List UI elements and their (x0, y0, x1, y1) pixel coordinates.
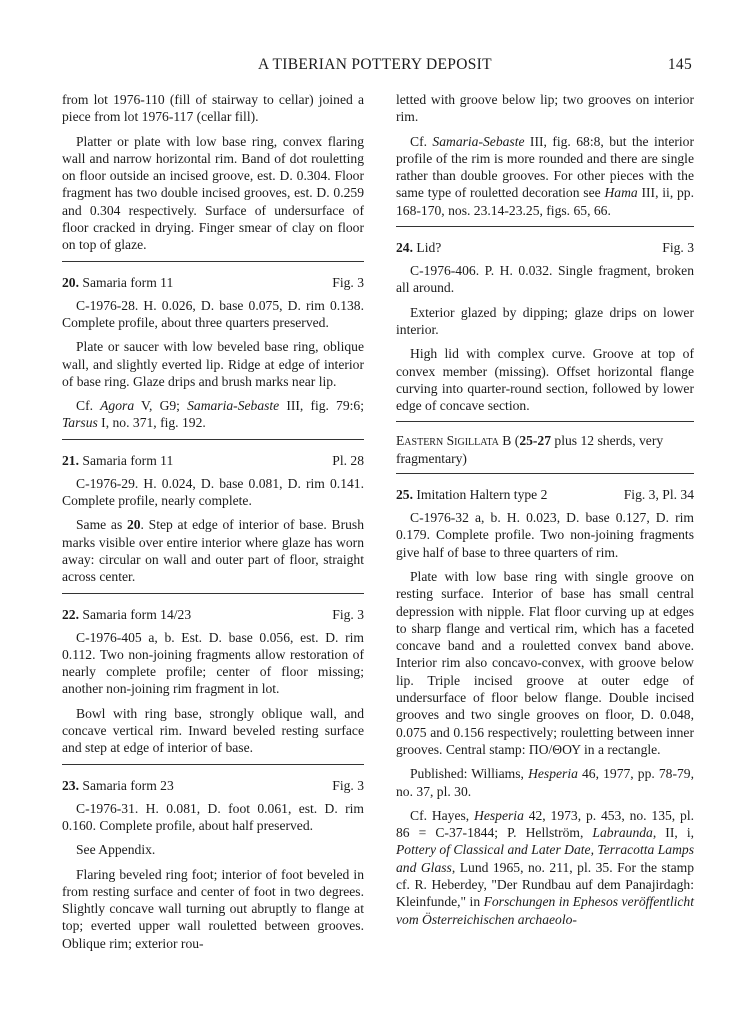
cf-title-samaria: Samaria-Sebaste (187, 398, 280, 414)
paragraph-platter-description: Platter or plate with low base ring, convex flaring wall and narrow horizontal rim. Band of dot rouletting on floor outside an incised groove, est. D. 0.304. Floor fragment has two double incised grooves, est. D. 0.259 and 0.304 respectively. Surface of undersurface of floor cracked in drying. Finger smear of clay on floor on top of glaze. (62, 133, 364, 253)
entry-21-figure-ref: Pl. 28 (332, 452, 364, 468)
left-column (62, 91, 364, 959)
entry-25-description: Plate with low base ring with single groove on resting surface. Interior of base has small central depression with nipple. Flat floor curving up at edges to sharp flange and vertical rim, which has a faceted concave band and a rouletted convex band above. Interior rim also concavo-convex, with groove below lip. Triple incised groove at outer edge of undersurface of floor below flange. Double incised grooves and two single grooves on floor, D. 0.048, 0.075 and 0.156 respectively; rouletting between inner grooves. Central stamp: ΠΟ/ΘΟΥ in a rectangle. (396, 568, 694, 757)
section-range: 25-27 (519, 433, 552, 449)
cf-title-hama: Hama (604, 185, 638, 201)
entry-20-catalog: C-1976-28. H. 0.026, D. base 0.075, D. rim 0.138. Complete profile, about three quarters preserved. (62, 297, 364, 330)
pub-text: Published: Williams, (410, 766, 529, 782)
cf-text: III, ii, pp. 168-170, nos. 23.14-23.25, figs. 65, 66. (396, 185, 695, 218)
section-name: Eastern Sigillata B (396, 433, 512, 449)
pub-text: 46, 1977, pp. 78-79, no. 37, pl. 30. (396, 766, 694, 799)
entry-22-title: Samaria form 14/23 (82, 606, 192, 622)
pub-journal: Hesperia (528, 766, 578, 782)
cross-reference: 20 (126, 517, 141, 533)
entry-23-title: Samaria form 23 (82, 777, 174, 793)
entry-rule (396, 226, 694, 227)
desc-text: . Step at edge of interior of base. Brush marks visible over entire interior where glaze has worn away: circular on wall and outer part of floor, straight across center. (62, 517, 364, 585)
cf-text: I, no. 371, fig. 192. (97, 415, 206, 431)
entry-rule (396, 473, 694, 474)
running-head (62, 56, 692, 78)
entry-25-figure-ref: Fig. 3, Pl. 34 (623, 487, 694, 503)
cf-text: III, fig. 79:6; (279, 398, 365, 414)
cf-text: , II, i, (652, 825, 694, 841)
entry-25-comparanda (396, 807, 694, 928)
entry-rule (62, 439, 364, 440)
entry-20-heading (62, 274, 364, 291)
entry-20-number: 20. (62, 274, 79, 290)
entry-24-catalog: C-1976-406. P. H. 0.032. Single fragment, broken all around. (396, 263, 694, 296)
entry-rule (62, 764, 364, 765)
cf-text: Cf. Hayes, (410, 807, 475, 823)
cf-title-agora: Agora (100, 398, 135, 414)
entry-22-heading (62, 606, 364, 623)
entry-22-description: Bowl with ring base, strongly oblique wall, and concave vertical rim. Inward beveled resting surface and step at edge of interior of base. (62, 705, 364, 756)
section-heading-eastern-sigillata-b (396, 432, 694, 467)
cf-title-samaria: Samaria-Sebaste (432, 133, 525, 149)
entry-22-figure-ref: Fig. 3 (332, 606, 364, 622)
entry-24-glaze-note: Exterior glazed by dipping; glaze drips on lower interior. (396, 304, 694, 337)
entry-24-number: 24. (396, 240, 413, 256)
cf-title-pottery: Pottery of Classical and Later Date, Terracotta Lamps and Glass (396, 842, 694, 875)
entry-23-number: 23. (62, 777, 79, 793)
cf-title-hesperia: Hesperia (474, 807, 524, 823)
cf-text: III, fig. 68:8, but the interior profile of the rim is more rounded and there are single rather than double grooves. For other pieces with the same type of rouletted decoration see (396, 133, 694, 201)
cf-text: Cf. (410, 133, 433, 149)
cf-title-tarsus: Tarsus (62, 415, 98, 431)
section-text: ( (511, 433, 520, 449)
entry-25-catalog: C-1976-32 a, b. H. 0.023, D. base 0.127, D. rim 0.179. Complete profile. Two non-joining fragments give half of base to three quarters of rim. (396, 510, 694, 560)
entry-rule (62, 261, 364, 262)
entry-25-publication (396, 765, 694, 800)
entry-21-catalog: C-1976-29. H. 0.024, D. base 0.081, D. rim 0.141. Complete profile, nearly complete. (62, 475, 364, 509)
entry-24-heading (396, 239, 694, 256)
entry-23-heading (62, 777, 364, 794)
cf-text: Cf. (76, 398, 101, 414)
cf-text: 42, 1973, p. 453, no. 135, pl. 86 = C-37-1844; P. Hellström, (396, 807, 694, 841)
cf-title-labraunda: Labraunda (592, 825, 653, 841)
entry-22-catalog: C-1976-405 a, b. Est. D. base 0.056, est. D. rim 0.112. Two non-joining fragments allow restoration of nearly complete profile; center of floor missing; another non-joining rim fragment in lot. (62, 629, 364, 697)
entry-21-title: Samaria form 11 (82, 452, 174, 468)
entry-rule (62, 593, 364, 594)
section-text: plus 12 sherds, very fragmentary) (396, 433, 664, 466)
cf-text: V, G9; (134, 398, 188, 414)
entry-23-description: Flaring beveled ring foot; interior of foot beveled in from resting surface and center of foot in two degrees. Slightly concave wall turning out abruptly to flange at top; everted upper wall rouletted between grooves. Oblique rim; exterior rou- (62, 866, 364, 951)
right-column (396, 91, 694, 935)
entry-23-note: See Appendix. (76, 842, 156, 858)
desc-text: Same as (76, 517, 127, 533)
entry-23-comparanda (396, 133, 694, 219)
entry-21-number: 21. (62, 452, 79, 468)
entry-22-number: 22. (62, 606, 79, 622)
section-rule (396, 421, 694, 422)
entry-25-title: Imitation Haltern type 2 (416, 487, 548, 503)
entry-21-heading (62, 452, 364, 469)
entry-20-figure-ref: Fig. 3 (332, 274, 364, 290)
entry-20-description: Plate or saucer with low beveled base ring, oblique wall, and slightly everted lip. Ridge at edge of interior of base ring. Glaze drips and brush marks near lip. (62, 339, 364, 389)
entry-23-figure-ref: Fig. 3 (332, 777, 364, 793)
entry-23-description-continued: letted with groove below lip; two grooves on interior rim. (396, 92, 694, 125)
entry-25-heading (396, 486, 694, 503)
entry-24-figure-ref: Fig. 3 (662, 240, 694, 256)
cf-text: , Lund 1965, no. 211, pl. 35. For the stamp cf. R. Heberdey, "Der Rundbau auf dem Panajirdagh: Kleinfunde," in (396, 859, 695, 910)
entry-20-comparanda (62, 397, 364, 432)
running-head-title: A TIBERIAN POTTERY DEPOSIT (258, 56, 492, 73)
entry-21-description (62, 516, 364, 585)
page-number: 145 (667, 56, 692, 73)
cf-title-forschungen: Forschungen in Ephesos veröffentlicht vom Österreichischen archaeolo- (396, 894, 694, 927)
entry-24-description: High lid with complex curve. Groove at top of convex member (missing). Offset horizontal flange curving into quarter-round section, followed by lower edge of concave section. (396, 346, 694, 414)
entry-23-catalog: C-1976-31. H. 0.081, D. foot 0.061, est. D. rim 0.160. Complete profile, about half preserved. (62, 800, 364, 833)
paragraph-lot-join: from lot 1976-110 (fill of stairway to cellar) joined a piece from lot 1976-117 (cellar fill). (62, 92, 364, 125)
entry-20-title: Samaria form 11 (82, 274, 174, 290)
entry-24-title: Lid? (416, 240, 442, 256)
entry-25-number: 25. (396, 487, 413, 503)
